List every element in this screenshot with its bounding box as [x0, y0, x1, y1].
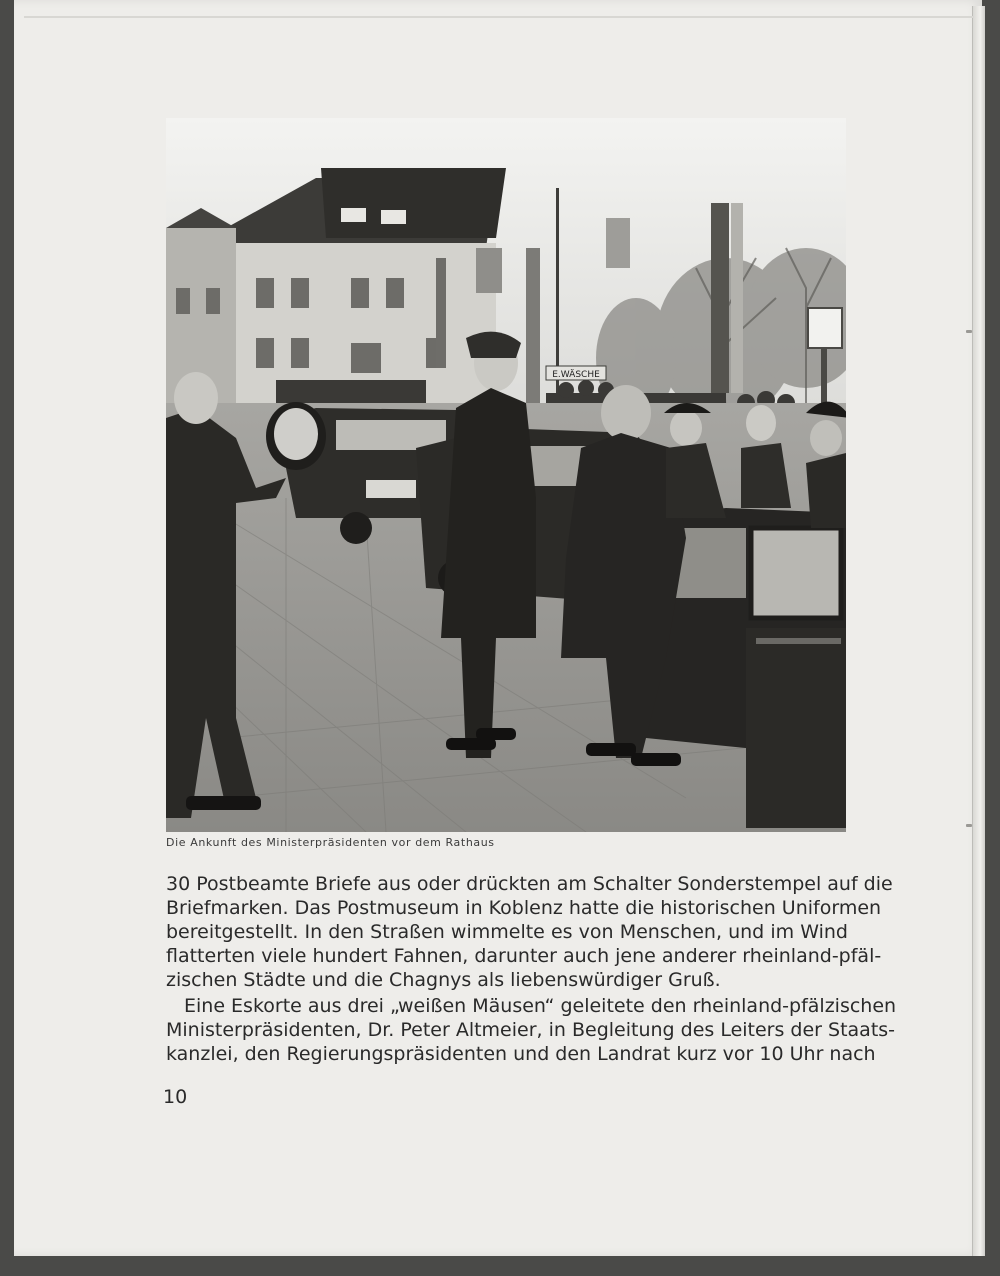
paragraph-2-line-2: Ministerpräsidenten, Dr. Peter Altmeier, in Begleitung des Leiters der Staats- [166, 1019, 896, 1041]
paragraph-1-line-4: flatterten viele hundert Fahnen, darunter auch jene anderer rheinland-pfäl- [166, 945, 882, 967]
page-top-line [24, 16, 974, 18]
photo-caption: Die Ankunft des Ministerpräsidenten vor dem Rathaus [166, 836, 495, 849]
paragraph-1-line-1: 30 Postbeamte Briefe aus oder drückten am Schalter Sonderstempel auf die [166, 873, 893, 895]
paragraph-2-line-3: kanzlei, den Regierungspräsidenten und den Landrat kurz vor 10 Uhr nach [166, 1043, 876, 1065]
paragraph-1-line-5: zischen Städte und die Chagnys als liebenswürdiger Gruß. [166, 969, 721, 991]
photograph [166, 118, 846, 832]
binding-mark [966, 330, 972, 333]
paragraph-2-line-1: Eine Eskorte aus drei „weißen Mäusen“ geleitete den rheinland-pfälzischen [184, 995, 897, 1017]
svg-text:E.WÄSCHE: E.WÄSCHE [552, 370, 600, 380]
paragraph-1-line-2: Briefmarken. Das Postmuseum in Koblenz hatte die historischen Uniformen [166, 897, 882, 919]
photograph-icon [166, 118, 846, 832]
paragraph-1-line-3: bereitgestellt. In den Straßen wimmelte es von Menschen, und im Wind [166, 921, 848, 943]
page-number: 10 [163, 1086, 188, 1108]
page-edge [972, 6, 985, 1256]
binding-mark [966, 824, 972, 827]
